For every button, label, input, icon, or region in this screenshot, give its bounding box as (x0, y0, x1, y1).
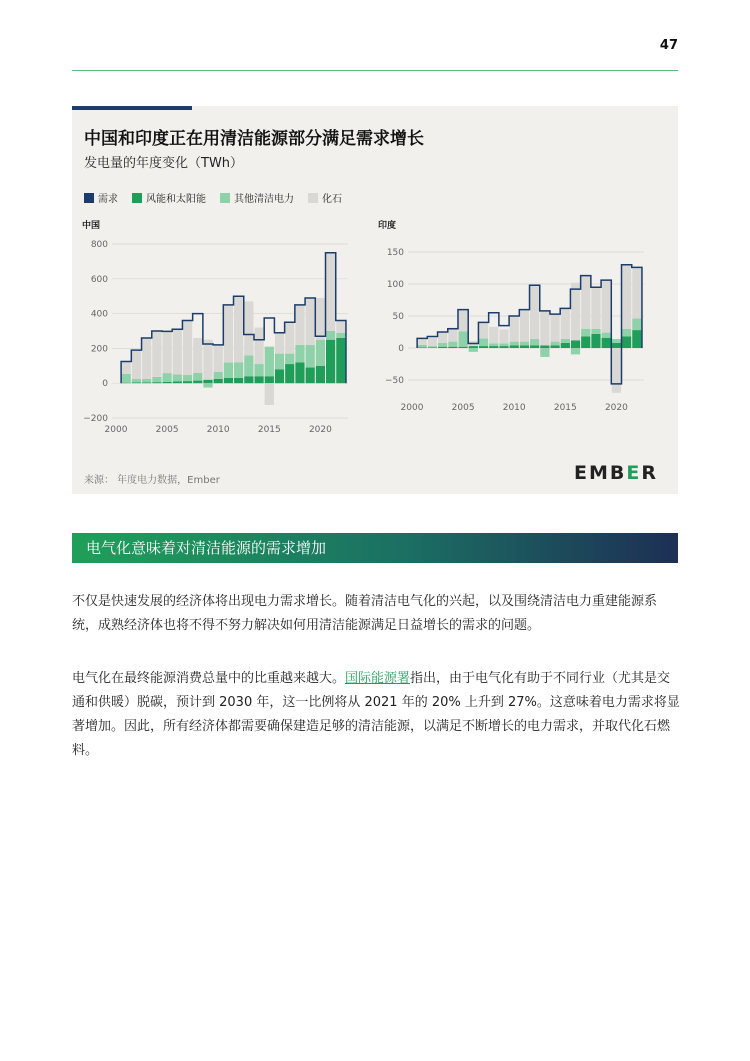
bar-wind-solar-india (612, 343, 621, 348)
logo-text-left: EMB (574, 462, 627, 484)
bar-fossil-china (326, 253, 335, 331)
bar-other-clean-china (316, 340, 325, 366)
bar-other-clean-india (622, 329, 631, 337)
bar-fossil-india (540, 310, 549, 345)
bar-other-clean-india (632, 319, 641, 331)
chart-title-india: 印度 (378, 221, 397, 231)
y-tick-label-india: −50 (385, 376, 404, 386)
bar-other-clean-india (469, 348, 478, 352)
bar-fossil-china (214, 345, 223, 372)
x-tick-label-china: 2000 (104, 425, 128, 435)
bar-other-clean-india (581, 329, 590, 337)
bar-wind-solar-china (336, 338, 345, 383)
bar-other-clean-china (173, 375, 182, 382)
bar-wind-solar-china (122, 383, 131, 384)
bar-other-clean-india (438, 343, 447, 347)
bar-wind-solar-india (632, 330, 641, 348)
bar-other-clean-china (244, 355, 253, 376)
bar-other-clean-india (520, 342, 529, 346)
x-tick-label-india: 2000 (400, 403, 424, 413)
bar-wind-solar-china (203, 380, 212, 383)
bar-other-clean-china (254, 364, 263, 376)
y-tick-label-china: 0 (102, 379, 108, 390)
bar-fossil-china (265, 383, 274, 405)
bar-fossil-india (438, 332, 447, 343)
bar-wind-solar-india (448, 347, 457, 348)
bar-other-clean-china (234, 362, 243, 378)
bar-wind-solar-china (316, 366, 325, 383)
x-tick-label-china: 2015 (257, 425, 281, 435)
bar-fossil-china (132, 350, 141, 379)
bar-fossil-india (612, 348, 621, 393)
bar-fossil-china (244, 301, 253, 355)
bar-wind-solar-india (469, 346, 478, 348)
bar-other-clean-india (458, 331, 467, 346)
ember-logo (574, 462, 658, 484)
bar-fossil-china (152, 331, 161, 377)
bar-other-clean-china (306, 345, 315, 368)
paragraph-2-rest: 指出，由于电气化有助于不同行业（尤其是交通和供暖）脱碳，预计到 2030 年，这一比例将从 2021 年的 20% 上升到 27%。这意味着电力需求将显著增加。因此，所有经济体都需要确保建造足够的清洁能源，以满足不断增长的电力需求，并取代化石燃料。 (72, 671, 680, 758)
bar-other-clean-china (203, 383, 212, 387)
y-tick-label-india: 100 (386, 280, 404, 290)
bar-other-clean-china (122, 374, 131, 383)
bar-fossil-india (530, 285, 539, 339)
bar-fossil-india (550, 314, 559, 342)
bar-fossil-india (418, 338, 427, 344)
bar-other-clean-india (510, 342, 519, 346)
bar-other-clean-china (224, 362, 233, 378)
bar-wind-solar-china (295, 362, 304, 383)
bar-other-clean-india (571, 348, 580, 354)
bar-wind-solar-india (530, 345, 539, 348)
bar-wind-solar-india (479, 346, 488, 348)
y-tick-label-india: 0 (398, 344, 404, 354)
bar-fossil-china (336, 321, 345, 333)
bar-wind-solar-india (499, 346, 508, 348)
bar-other-clean-india (530, 339, 539, 345)
bar-wind-solar-china (234, 378, 243, 383)
bar-other-clean-india (499, 344, 508, 347)
bar-other-clean-china (183, 375, 192, 381)
bar-wind-solar-india (438, 347, 447, 348)
bar-other-clean-india (561, 339, 570, 343)
bar-wind-solar-china (265, 376, 274, 383)
figure-subtitle: 发电量的年度变化（TWh） (84, 156, 244, 171)
bar-other-clean-india (591, 329, 600, 334)
y-tick-label-china: 200 (90, 344, 108, 355)
logo-text-right: R (641, 462, 658, 484)
bar-other-clean-china (285, 354, 294, 364)
bar-wind-solar-china (214, 379, 223, 383)
legend-label-fossil: 化石 (322, 194, 342, 205)
bar-fossil-india (458, 310, 467, 332)
bar-fossil-china (234, 296, 243, 362)
bar-wind-solar-india (510, 345, 519, 348)
chart-title-china: 中国 (82, 221, 101, 231)
bar-other-clean-india (428, 346, 437, 347)
bar-fossil-china (316, 298, 325, 340)
bar-fossil-india (561, 308, 570, 339)
bar-fossil-china (183, 321, 192, 375)
bar-other-clean-china (162, 373, 171, 382)
bar-fossil-china (285, 322, 294, 353)
bar-wind-solar-china (254, 376, 263, 383)
bar-wind-solar-china (162, 382, 171, 383)
x-tick-label-india: 2015 (553, 403, 577, 413)
bar-fossil-india (591, 287, 600, 329)
bar-fossil-china (203, 340, 212, 380)
bar-wind-solar-china (132, 383, 141, 384)
bar-fossil-india (571, 283, 580, 341)
paragraph-2-intro: 电气化在最终能源消费总量中的比重越来越大。 (72, 671, 346, 686)
bar-other-clean-china (275, 354, 284, 370)
paragraph-2 (72, 667, 680, 763)
bar-fossil-china (224, 305, 233, 362)
bar-wind-solar-china (173, 381, 182, 383)
page-number: 47 (659, 38, 678, 53)
bar-wind-solar-india (571, 340, 580, 348)
section-heading: 电气化意味着对清洁能源的需求增加 (72, 533, 678, 563)
bar-wind-solar-india (581, 336, 590, 348)
bar-other-clean-china (132, 379, 141, 382)
y-tick-label-china: 600 (90, 274, 108, 285)
bar-other-clean-india (489, 344, 498, 347)
bar-fossil-india (479, 322, 488, 338)
bar-other-clean-china (326, 331, 335, 340)
bar-other-clean-china (142, 379, 151, 382)
bar-fossil-china (173, 329, 182, 374)
bar-fossil-india (602, 280, 611, 332)
top-divider (72, 70, 678, 71)
x-tick-label-india: 2010 (502, 403, 526, 413)
bar-fossil-china (193, 338, 202, 373)
x-tick-label-china: 2005 (155, 425, 179, 435)
bar-wind-solar-china (183, 381, 192, 383)
bar-fossil-china (162, 331, 171, 373)
bar-wind-solar-china (142, 382, 151, 383)
bar-fossil-china (275, 333, 284, 354)
bar-wind-solar-india (520, 345, 529, 348)
bar-other-clean-india (448, 342, 457, 347)
bar-fossil-china (142, 338, 151, 379)
figure-panel (72, 106, 678, 494)
bar-wind-solar-india (550, 345, 559, 348)
bar-other-clean-india (418, 345, 427, 348)
iea-link[interactable]: 国际能源署 (345, 671, 411, 686)
bar-wind-solar-india (622, 336, 631, 348)
x-tick-label-china: 2020 (308, 425, 332, 435)
bar-other-clean-china (295, 345, 304, 362)
bar-wind-solar-india (591, 334, 600, 348)
bar-wind-solar-china (224, 378, 233, 383)
charts-canvas (72, 106, 678, 494)
x-tick-label-india: 2020 (604, 403, 628, 413)
bar-other-clean-india (602, 333, 611, 338)
legend-label-wind-solar: 风能和太阳能 (146, 194, 206, 205)
y-tick-label-india: 150 (386, 248, 404, 258)
bar-wind-solar-india (458, 347, 467, 348)
bar-other-clean-china (193, 373, 202, 381)
y-tick-label-china: 800 (90, 240, 108, 250)
bar-other-clean-china (152, 377, 161, 382)
bar-other-clean-india (479, 338, 488, 346)
x-tick-label-india: 2005 (451, 403, 475, 413)
bar-other-clean-china (214, 372, 223, 379)
bar-wind-solar-india (540, 345, 549, 348)
bar-other-clean-india (540, 348, 549, 357)
bar-wind-solar-china (244, 376, 253, 383)
bar-wind-solar-china (306, 368, 315, 384)
bar-fossil-india (581, 276, 590, 329)
bar-wind-solar-india (489, 346, 498, 348)
bar-fossil-india (632, 267, 641, 318)
bar-wind-solar-china (326, 340, 335, 384)
bar-other-clean-china (336, 333, 345, 338)
bar-fossil-india (448, 328, 457, 342)
bar-fossil-india (510, 316, 519, 342)
y-tick-label-india: 50 (392, 312, 404, 322)
bar-fossil-india (428, 338, 437, 346)
y-tick-label-china: 400 (90, 309, 108, 320)
bar-fossil-china (306, 298, 315, 345)
bar-other-clean-india (612, 339, 621, 343)
bar-other-clean-india (550, 342, 559, 346)
bar-other-clean-china (265, 347, 274, 377)
figure-source: 来源： 年度电力数据，Ember (84, 475, 220, 486)
bar-wind-solar-china (193, 381, 202, 384)
bar-fossil-china (254, 328, 263, 365)
figure-title: 中国和印度正在用清洁能源部分满足需求增长 (84, 129, 424, 149)
bar-wind-solar-india (602, 338, 611, 348)
bar-wind-solar-india (418, 347, 427, 348)
bar-wind-solar-india (561, 343, 570, 348)
bar-wind-solar-china (285, 364, 294, 383)
bar-fossil-china (295, 305, 304, 345)
y-tick-label-china: −200 (83, 414, 108, 424)
bar-fossil-china (122, 361, 131, 374)
logo-text-accent: E (626, 462, 642, 484)
bar-fossil-india (499, 329, 508, 343)
legend-label-other-clean: 其他清洁电力 (234, 194, 294, 205)
bar-wind-solar-china (275, 369, 284, 383)
paragraph-1: 不仅是快速发展的经济体将出现电力需求增长。随着清洁电气化的兴起，以及围绕清洁电力重建能源系统，成熟经济体也将不得不努力解决如何用清洁能源满足日益增长的需求的问题。 (72, 594, 658, 633)
bar-fossil-india (489, 327, 498, 344)
bar-wind-solar-china (152, 382, 161, 383)
bar-fossil-india (520, 310, 529, 342)
x-tick-label-china: 2010 (206, 425, 230, 435)
bar-wind-solar-india (428, 347, 437, 348)
bar-fossil-india (622, 265, 631, 329)
legend-label-demand: 需求 (98, 194, 118, 205)
